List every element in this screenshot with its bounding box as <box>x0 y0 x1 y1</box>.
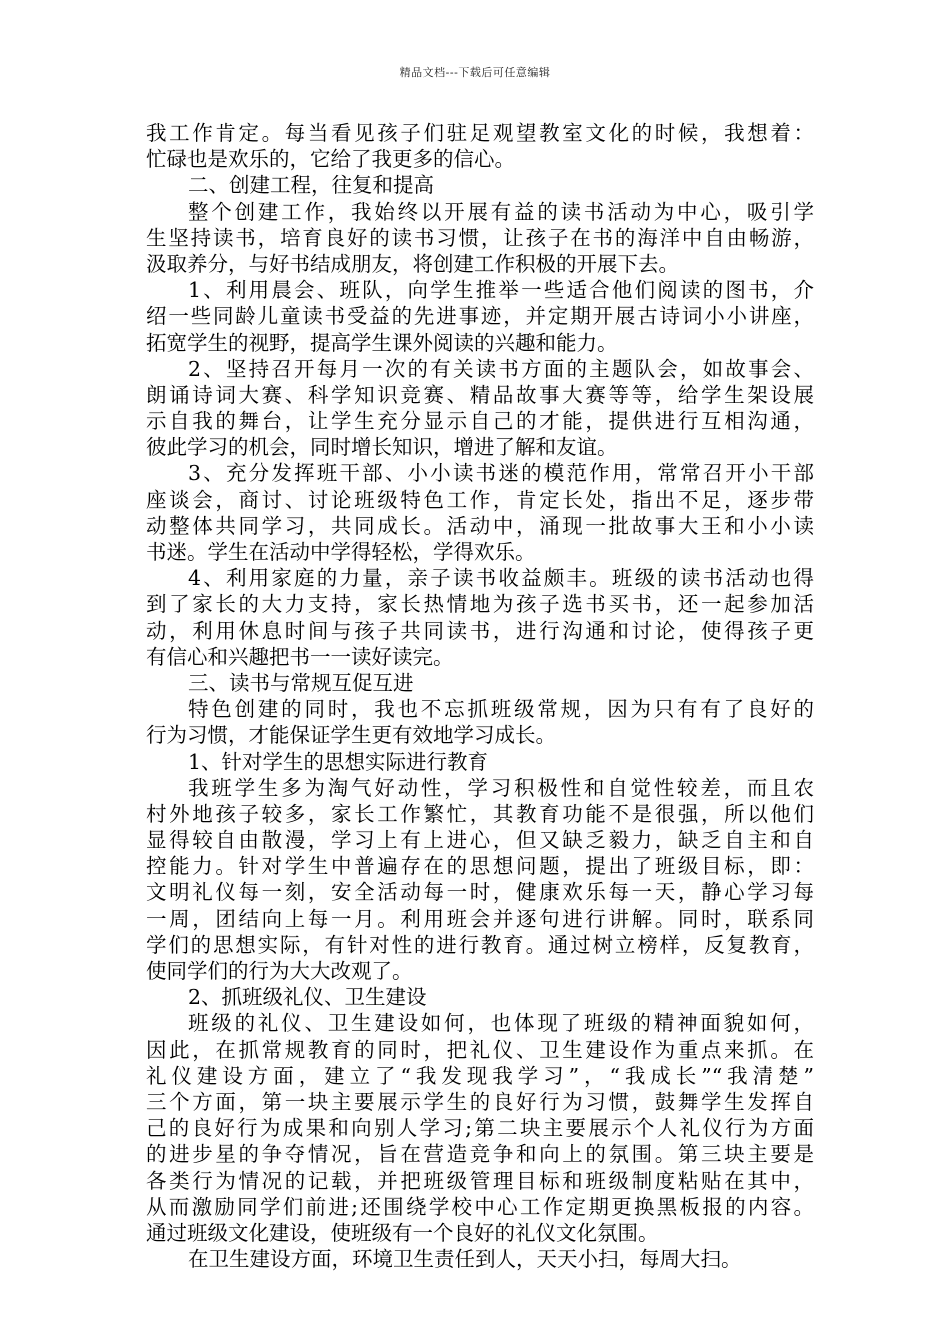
text-line: 示自我的舞台，让学生充分显示自己的才能，提供进行互相沟通， <box>146 409 814 434</box>
text-line: 彼此学习的机会，同时增长知识，增进了解和友谊。 <box>146 435 618 460</box>
text-line: 有信心和兴趣把书一一读好读完。 <box>146 644 454 669</box>
text-line: 的进步星的争夺情况，旨在营造竞争和向上的氛围。第三块主要是 <box>146 1142 814 1167</box>
text-line: 到了家长的大力支持，家长热情地为孩子选书买书，还一起参加活 <box>146 592 814 617</box>
text-line: 拓宽学生的视野，提高学生课外阅读的兴趣和能力。 <box>146 330 618 355</box>
text-line: 一周，团结向上每一月。利用班会并逐句进行讲解。同时，联系同 <box>146 906 814 931</box>
text-line: 我班学生多为淘气好动性，学习积极性和自觉性较差，而且农 <box>188 775 814 800</box>
text-line: 村外地孩子较多，家长工作繁忙，其教育功能不是很强，所以他们 <box>146 801 814 826</box>
text-line: 文明礼仪每一刻，安全活动每一时，健康欢乐每一天，静心学习每 <box>146 880 814 905</box>
text-line: 绍一些同龄儿童读书受益的先进事迹，并定期开展古诗词小小讲座， <box>146 304 814 329</box>
text-line: 三、读书与常规互促互进 <box>188 670 414 695</box>
text-line: 因此，在抓常规教育的同时，把礼仪、卫生建设作为重点来抓。在 <box>146 1037 814 1062</box>
text-line: 礼仪建设方面，建立了“我发现我学习”，“我成长”“我清楚” <box>146 1063 814 1088</box>
text-line: 通过班级文化建设，使班级有一个良好的礼仪文化氛围。 <box>146 1220 659 1245</box>
text-line: 我工作肯定。每当看见孩子们驻足观望教室文化的时候，我想着： <box>146 121 814 145</box>
text-line: 1、针对学生的思想实际进行教育 <box>188 749 489 774</box>
text-line: 使同学们的行为大大改观了。 <box>146 959 413 983</box>
text-line: 行为习惯，才能保证学生更有效地学习成长。 <box>146 723 556 748</box>
text-line: 动，利用休息时间与孩子共同读书，进行沟通和讨论，使得孩子更 <box>146 618 814 643</box>
text-line: 特色创建的同时，我也不忘抓班级常规，因为只有有了良好的 <box>188 697 814 722</box>
text-line: 汲取养分，与好书结成朋友，将创建工作积极的开展下去。 <box>146 251 679 276</box>
text-line: 2、抓班级礼仪、卫生建设 <box>188 985 427 1010</box>
text-line: 座谈会，商讨、讨论班级特色工作，肯定长处，指出不足，逐步带 <box>146 487 814 512</box>
text-line: 动整体共同学习，共同成长。活动中，涌现一批故事大王和小小读 <box>146 513 814 538</box>
text-line: 3、充分发挥班干部、小小读书迷的模范作用，常常召开小干部 <box>188 461 814 486</box>
text-line: 在卫生建设方面，环境卫生责任到人，天天小扫，每周大扫。 <box>188 1247 742 1272</box>
text-line: 整个创建工作，我始终以开展有益的读书活动为中心，吸引学 <box>188 199 814 224</box>
text-line: 学们的思想实际，有针对性的进行教育。通过树立榜样，反复教育， <box>146 932 814 957</box>
text-line: 1、利用晨会、班队，向学生推举一些适合他们阅读的图书，介 <box>188 278 814 303</box>
text-line: 生坚持读书，培育良好的读书习惯，让孩子在书的海洋中自由畅游， <box>146 225 814 250</box>
text-line: 显得较自由散漫，学习上有上进心，但又缺乏毅力，缺乏自主和自 <box>146 828 814 853</box>
text-line: 三个方面，第一块主要展示学生的良好行为习惯，鼓舞学生发挥自 <box>146 1089 814 1114</box>
text-line: 各类行为情况的记载，并把班级管理目标和班级制度粘贴在其中， <box>146 1168 814 1193</box>
document-body <box>146 120 814 1272</box>
text-line: 朗诵诗词大赛、科学知识竞赛、精品故事大赛等等，给学生架设展 <box>146 382 814 407</box>
text-line: 2、坚持召开每月一次的有关读书方面的主题队会，如故事会、 <box>188 356 814 381</box>
text-line: 从而激励同学们前进;还围绕学校中心工作定期更换黑板报的内容。 <box>146 1194 814 1219</box>
text-line: 忙碌也是欢乐的，它给了我更多的信心。 <box>146 147 515 172</box>
text-line: 控能力。针对学生中普遍存在的思想问题，提出了班级目标，即： <box>146 854 814 879</box>
text-line: 二、创建工程，往复和提高 <box>188 173 434 198</box>
text-line: 书迷。学生在活动中学得轻松，学得欢乐。 <box>146 540 536 564</box>
text-line: 4、利用家庭的力量，亲子读书收益颇丰。班级的读书活动也得 <box>188 566 814 591</box>
page-header: 精品文档---下载后可任意编辑 <box>399 66 551 79</box>
text-line: 己的良好行为成果和向别人学习;第二块主要展示个人礼仪行为方面 <box>146 1116 814 1141</box>
text-line: 班级的礼仪、卫生建设如何，也体现了班级的精神面貌如何， <box>188 1011 814 1036</box>
